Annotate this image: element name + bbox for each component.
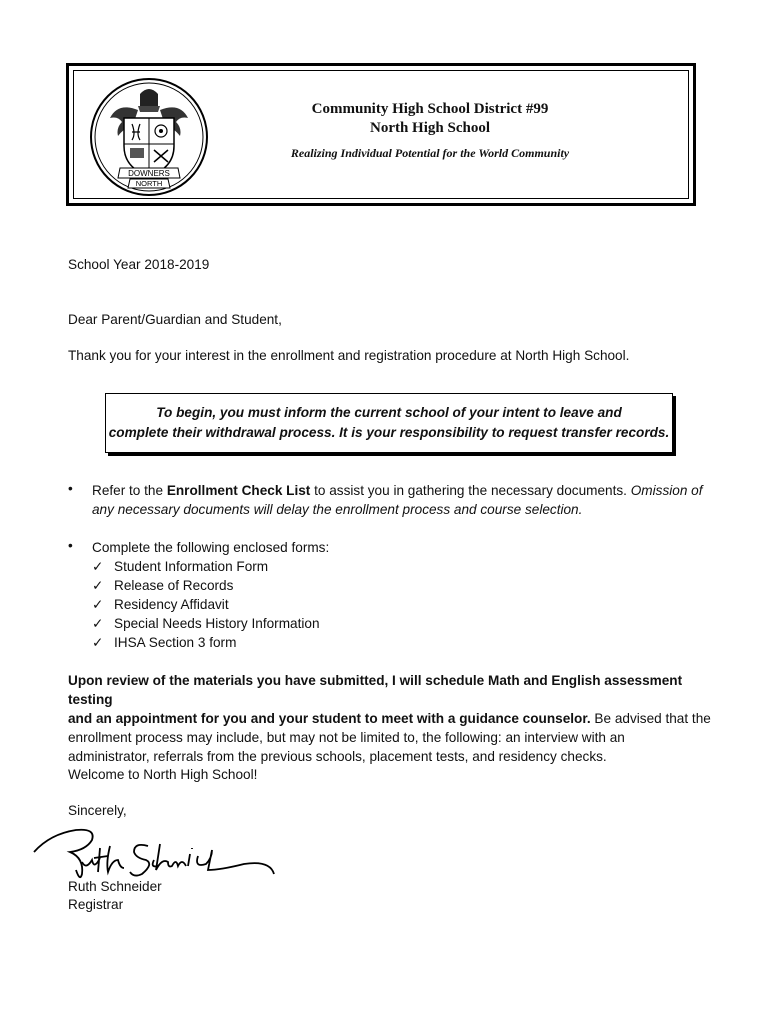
form-name: IHSA Section 3 form [114, 635, 237, 650]
callout-line-2: complete their withdrawal process. It is your responsibility to request transfer records. [108, 425, 670, 440]
callout-line-1: To begin, you must inform the current school of your intent to leave and [156, 405, 622, 420]
bullet-icon: • [68, 538, 73, 553]
review-bold-1: Upon review of the materials you have submitted, I will schedule Math and English assessment testing [68, 673, 683, 707]
seal-text-bottom: NORTH [135, 179, 163, 188]
bullet-forms-intro: Complete the following enclosed forms: [92, 540, 330, 555]
review-paragraph [68, 671, 718, 766]
review-rest-1: Be advised that the [590, 711, 711, 726]
list-item [92, 633, 320, 652]
list-item [92, 576, 320, 595]
bullet-enrollment-checklist [92, 481, 722, 519]
list-item [92, 557, 320, 576]
bullet1-post: to assist you in gathering the necessary documents. [310, 483, 631, 498]
district-name: Community High School District #99 [311, 101, 549, 117]
checkmark-icon: ✓ [92, 616, 104, 631]
checkmark-icon: ✓ [92, 559, 104, 574]
form-name: Release of Records [114, 578, 234, 593]
bullet1-italic-a: Omission of [630, 483, 703, 498]
salutation: Dear Parent/Guardian and Student, [68, 312, 282, 327]
intro-paragraph: Thank you for your interest in the enrollment and registration procedure at North High School. [68, 348, 630, 363]
school-motto: Realizing Individual Potential for the World Community [290, 146, 570, 160]
review-rest-3: administrator, referrals from the previous schools, placement tests, and residency checks. [68, 749, 607, 764]
form-name: Residency Affidavit [114, 597, 229, 612]
checkmark-icon: ✓ [92, 635, 104, 650]
school-year: School Year 2018-2019 [68, 257, 210, 272]
checkmark-icon: ✓ [92, 597, 104, 612]
bullet1-italic-b: any necessary documents will delay the enrollment process and course selection. [92, 502, 583, 517]
school-name: North High School [369, 120, 490, 136]
notice-callout [105, 393, 673, 453]
list-item [92, 595, 320, 614]
signer-title: Registrar [68, 897, 124, 912]
review-rest-2: enrollment process may include, but may not be limited to, the following: an interview with an [68, 730, 625, 745]
form-name: Special Needs History Information [114, 616, 320, 631]
closing: Sincerely, [68, 803, 127, 818]
enrollment-checklist-label: Enrollment Check List [166, 483, 311, 498]
signer-name: Ruth Schneider [68, 879, 162, 894]
form-name: Student Information Form [114, 559, 269, 574]
checkmark-icon: ✓ [92, 578, 104, 593]
school-seal-icon [88, 76, 210, 198]
welcome-line: Welcome to North High School! [68, 767, 258, 782]
review-bold-2: and an appointment for you and your student to meet with a guidance counselor. [68, 711, 591, 726]
bullet1-pre: Refer to the [92, 483, 167, 498]
seal-text-top: DOWNERS [128, 169, 170, 178]
forms-checklist [92, 557, 320, 652]
list-item [92, 614, 320, 633]
bullet-icon: • [68, 481, 73, 496]
